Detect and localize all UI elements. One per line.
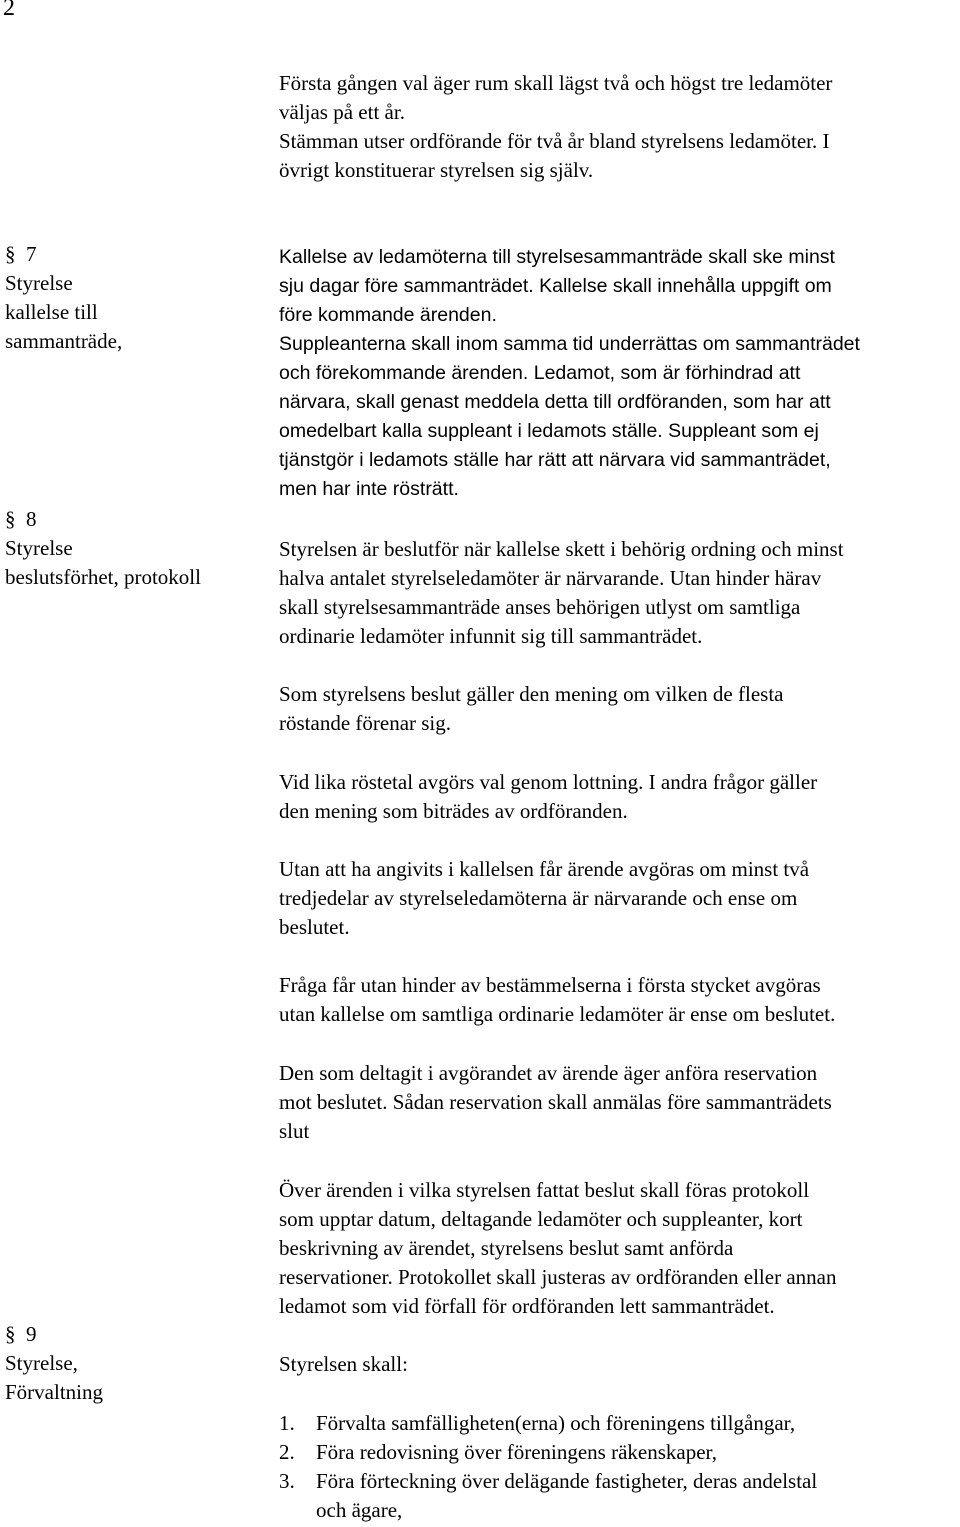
section-number: § 8: [5, 505, 255, 534]
paragraph-utan-kallelse: Utan att ha angivits i kallelsen får ärende avgöras om minst två tredjedelar av styrelseledamöterna är närvarande och ense om beslutet.: [279, 857, 810, 939]
section-sign: §: [5, 242, 16, 266]
section-title-line: sammanträde,: [5, 329, 123, 353]
duties-list: [279, 1409, 959, 1525]
section-number: § 9: [5, 1320, 255, 1349]
list-item: 2. Föra redovisning över föreningens räkenskaper,: [279, 1438, 959, 1467]
list-item-number: 1.: [279, 1411, 295, 1435]
section-sign: §: [5, 507, 16, 531]
paragraph-styrelsen-skall: Styrelsen skall:: [279, 1352, 408, 1376]
section-8-heading: [5, 505, 255, 592]
paragraph-intro-chairman: Stämman utser ordförande för två år bland styrelsens ledamöter. I övrigt konstituerar styrelsen sig själv.: [279, 129, 830, 182]
page-number: 2: [3, 0, 15, 21]
section-title-line: Styrelse: [5, 271, 73, 295]
section-9-heading: [5, 1320, 255, 1407]
section-title-line: Styrelse: [5, 536, 73, 560]
paragraph-protokoll: Över ärenden i vilka styrelsen fattat beslut skall föras protokoll som upptar datum, deltagande ledamöter och suppleanter, kort beskrivning av ärendet, styrelsens beslut samt anförda reservationer. Protokollet skall justeras av ordföranden eller annan ledamot som vid förfall för ordföranden lett sammanträdet.: [279, 1178, 837, 1318]
section-title-line: beslutsförhet, protokoll: [5, 565, 201, 589]
paragraph-beslutfor: Styrelsen är beslutför när kallelse skett i behörig ordning och minst halva antalet styrelseledamöter är närvarande. Utan hinder härav skall styrelsesammanträde anses behörigen utlyst om samtliga ordinarie ledamöter infunnit sig till sammanträdet.: [279, 537, 844, 648]
paragraph-reservation: Den som deltagit i avgörandet av ärende äger anföra reservation mot beslutet. Sådan reservation skall anmälas före sammanträdets slut: [279, 1061, 832, 1143]
list-item: 3. Föra förteckning över delägande fastigheter, deras andelstal och ägare,: [279, 1469, 818, 1522]
list-item-number: 2.: [279, 1440, 295, 1464]
section-number: § 7: [5, 240, 255, 269]
section-7-heading: [5, 240, 255, 356]
section-title-line: kallelse till: [5, 300, 98, 324]
paragraph-lika-rostetal: Vid lika röstetal avgörs val genom lottning. I andra frågor gäller den mening som biträdes av ordföranden.: [279, 770, 818, 823]
paragraph-intro-election: Första gången val äger rum skall lägst två och högst tre ledamöter väljas på ett år.: [279, 71, 833, 124]
paragraph-kallelse: Kallelse av ledamöterna till styrelsesammanträde skall ske minst sju dagar före sammanträdet. Kallelse skall innehålla uppgift om före kommande ärenden. Suppleanterna skall inom samma tid underrättas om sammanträdet och förekommande ärenden. Ledamot, som är förhindrad att närvara, skall genast meddela detta till ordföranden, som har att omedelbart kalla suppleant i ledamots ställe. Suppleant som ej tjänstgör i ledamots ställe har rätt att närvara vid sammanträdet, men har inte rösträtt.: [279, 246, 860, 500]
paragraph-fraga: Fråga får utan hinder av bestämmelserna i första stycket avgöras utan kallelse om samtliga ordinarie ledamöter är ense om beslutet.: [279, 973, 836, 1026]
section-title-line: Förvaltning: [5, 1380, 103, 1404]
section-title-line: Styrelse,: [5, 1351, 78, 1375]
list-item-number: 3.: [279, 1469, 295, 1493]
section-sign: §: [5, 1322, 16, 1346]
paragraph-mening: Som styrelsens beslut gäller den mening om vilken de flesta röstande förenar sig.: [279, 682, 784, 735]
list-item: 1. Förvalta samfälligheten(erna) och föreningens tillgångar,: [279, 1409, 959, 1438]
